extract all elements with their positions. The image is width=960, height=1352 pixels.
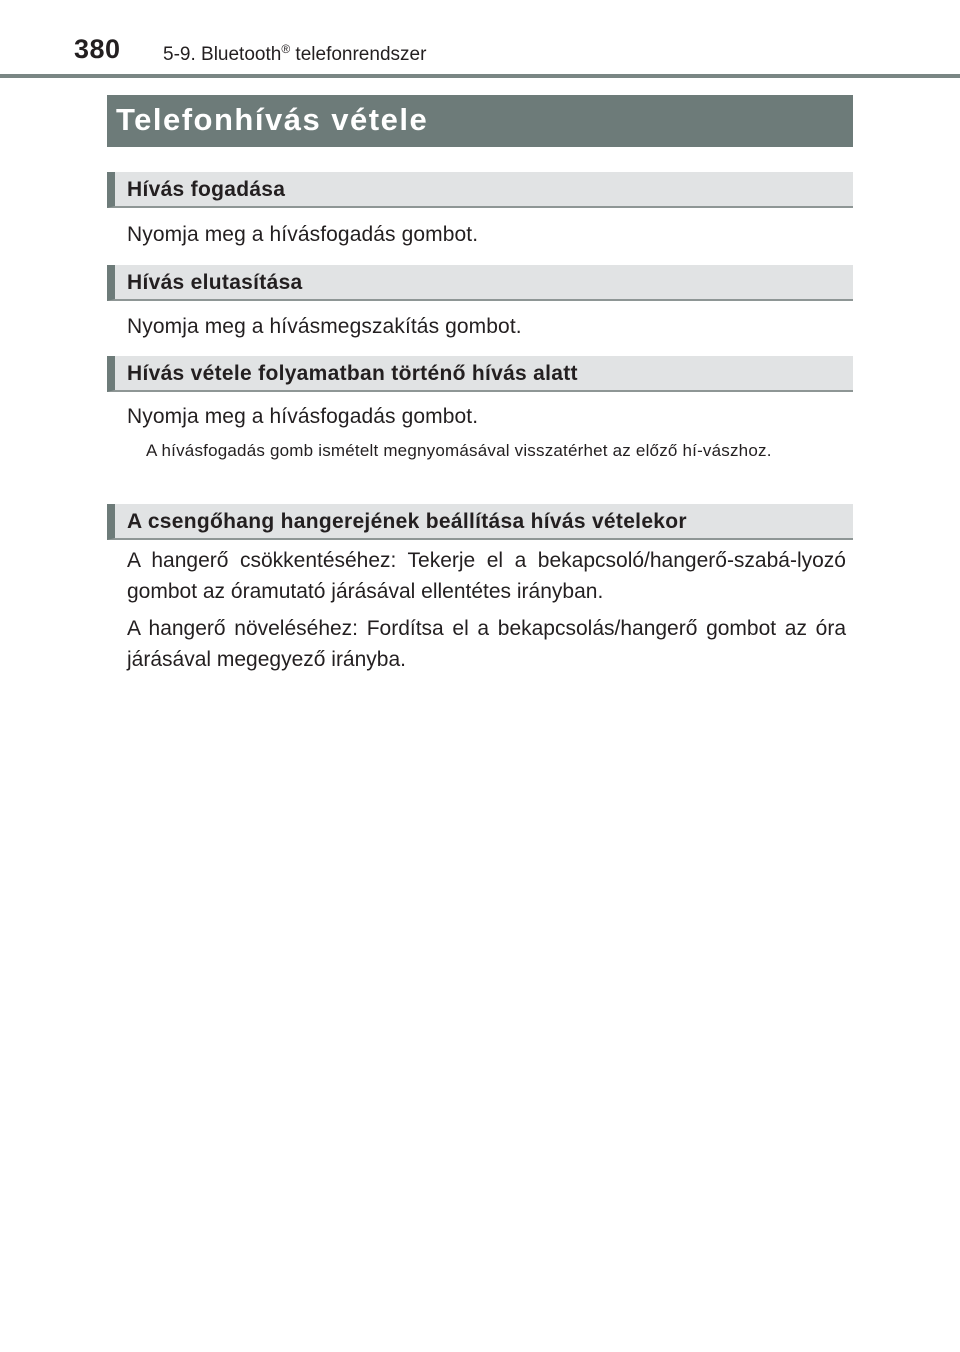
chapter-title [163,44,426,66]
body-text-call-waiting: Nyomja meg a hívásfogadás gombot. [127,405,479,428]
subheading-call-answer: Hívás fogadása [107,172,853,208]
subheading-call-reject: Hívás elutasítása [107,265,853,301]
chapter-title-prefix: 5-9. Bluetooth [163,44,282,65]
body-text-call-answer: Nyomja meg a hívásfogadás gombot. [127,223,479,246]
registered-mark: ® [281,42,291,56]
paragraph-volume-decrease: A hangerő csökkentéséhez: Tekerje el a bekapcsoló/hangerő-szabá-lyozó gombot az óramutató járásával ellentétes irányban. [127,549,846,603]
section-title: Telefonhívás vétele [107,95,853,147]
header-rule [0,74,960,78]
chapter-title-suffix: telefonrendszer [290,44,427,65]
note-call-waiting: A hívásfogadás gomb ismételt megnyomásával visszatérhet az előző hí-vászhoz. [146,441,772,460]
subheading-ringtone-volume: A csengőhang hangerejének beállítása hívás vételekor [107,504,853,540]
page-number: 380 [74,34,121,64]
paragraph-volume-increase: A hangerő növeléséhez: Fordítsa el a bekapcsolás/hangerő gombot az óra járásával megegyező irányba. [127,617,846,671]
subheading-call-waiting: Hívás vétele folyamatban történő hívás alatt [107,356,853,392]
body-text-call-reject: Nyomja meg a hívásmegszakítás gombot. [127,315,522,338]
